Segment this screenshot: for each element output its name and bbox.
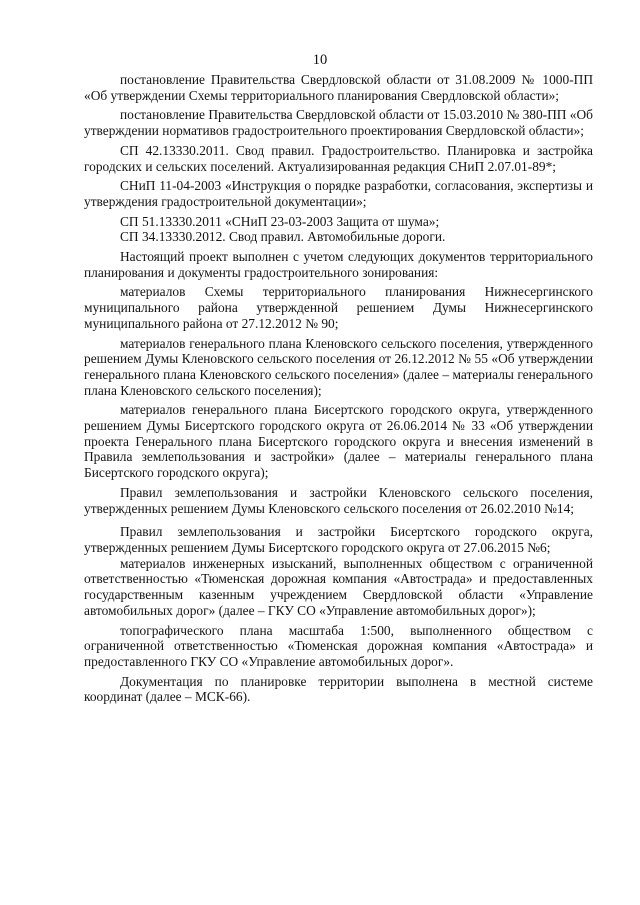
paragraph-snip-11-04: СНиП 11-04-2003 «Инструкция о порядке разработки, согласования, экспертизы и утверждения градостроительной документации»; bbox=[84, 178, 593, 209]
paragraph-klenovskoe-land-rules: Правил землепользования и застройки Кленовского сельского поселения, утвержденных решением Думы Кленовского сельского поселения от 26.02.2010 №14; bbox=[84, 484, 593, 516]
paragraph-sp-34: СП 34.13330.2012. Свод правил. Автомобильные дороги. bbox=[120, 229, 446, 245]
page-number: 10 bbox=[312, 52, 328, 68]
paragraph-klenovskoe-general-plan: материалов генерального плана Кленовского сельского поселения, утвержденного решением Думы Кленовского сельского поселения от 26.12.2012 № 55 «Об утверждении генерального плана Кленовского сельского поселения» (далее – материалы генерального плана Кленовского сельского поселения); bbox=[84, 335, 593, 398]
paragraph-resolution-380-pp: постановление Правительства Свердловской области от 15.03.2010 № 380-ПП «Об утверждении нормативов градостроительного проектирования Свердловской области»; bbox=[84, 107, 593, 139]
paragraph-bisert-land-rules: Правил землепользования и застройки Бисертского городского округа, утвержденных решением Думы Бисертского городского округа от 27.06.2015 №6; bbox=[84, 524, 593, 555]
document-body bbox=[84, 72, 593, 705]
paragraph-district-scheme: материалов Схемы территориального планирования Нижнесергинского муниципального района утвержденной решением Думы Нижнесергинского муниципального района от 27.12.2012 № 90; bbox=[84, 284, 593, 331]
paragraph-bisert-general-plan: материалов генерального плана Бисертского городского округа, утвержденного решением Думы Бисертского городского округа от 26.06.2014 № 33 «Об утверждении проекта Генерального плана Бисертского городского округа и внесения изменений в Правила землепользования и застройки» (далее – материалы генерального плана Бисертского городского округа); bbox=[84, 402, 593, 481]
paragraph-project-basis: Настоящий проект выполнен с учетом следующих документов территориального планирования и документы градостроительного зонирования: bbox=[84, 249, 593, 280]
paragraph-coordinate-system: Документация по планировке территории выполнена в местной системе координат (далее – МСК-66). bbox=[84, 673, 593, 705]
paragraph-sp-51: СП 51.13330.2011 «СНиП 23-03-2003 Защита от шума»; bbox=[120, 213, 440, 229]
paragraph-resolution-1000-pp: постановление Правительства Свердловской области от 31.08.2009 № 1000-ПП «Об утверждении Схемы территориального планирования Свердловской области»; bbox=[84, 72, 593, 103]
paragraph-engineering-surveys: материалов инженерных изысканий, выполненных обществом с ограниченной ответственностью «Тюменская дорожная компания «Автострада» и предоставленных государственным казенным учреждением Свердловской области «Управление автомобильных дорог» (далее – ГКУ СО «Управление автомобильных дорог»); bbox=[84, 555, 593, 618]
paragraph-topographic-plan: топографического плана масштаба 1:500, выполненного обществом с ограниченной ответственностью «Тюменская дорожная компания «Автострада» и предоставленного ГКУ СО «Управление автомобильных дорог». bbox=[84, 622, 593, 669]
paragraph-sp-42: СП 42.13330.2011. Свод правил. Градостроительство. Планировка и застройка городских и сельских поселений. Актуализированная редакция СНиП 2.07.01-89*; bbox=[84, 142, 593, 174]
